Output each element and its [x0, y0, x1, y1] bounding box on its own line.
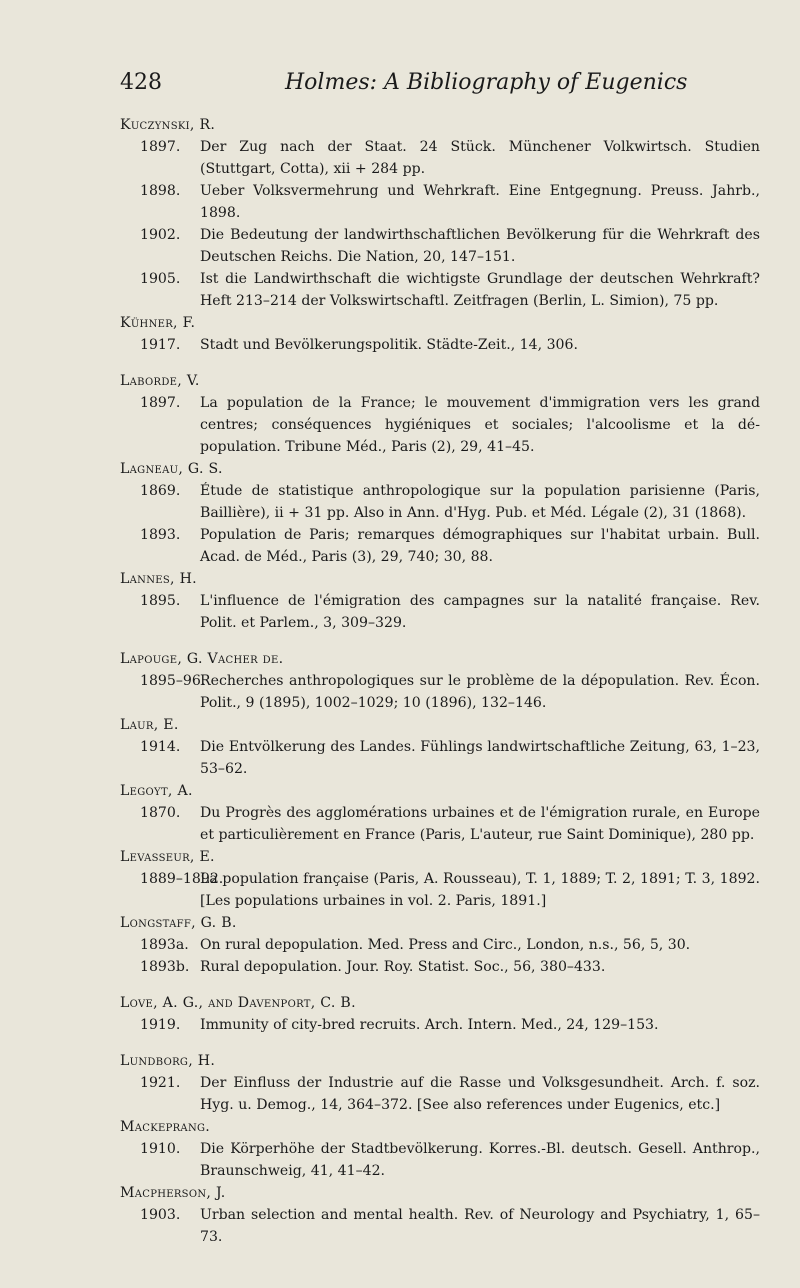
- bibliography-entry: [120, 912, 760, 978]
- work-year: 1869.: [140, 483, 181, 499]
- work-citation: Ueber Volksvermehrung und Wehrkraft. Eine Entgegnung. Preuss. Jahrb., 1898.: [200, 183, 760, 221]
- bibliography-entry: [120, 370, 760, 458]
- entry-author: Lannes, H.: [120, 571, 197, 587]
- work-citation: Du Progrès des agglomérations urbaines et de l'émigration rurale, en Europe et particulièrement en France (Paris, L'auteur, rue Saint Dominique), 280 pp.: [200, 805, 760, 843]
- work-item: [120, 136, 760, 180]
- entry-author: Laur, E.: [120, 717, 179, 733]
- work-year: 1893b.: [140, 959, 190, 975]
- bibliography-entry: [120, 846, 760, 912]
- work-year: 1895.: [140, 593, 181, 609]
- work-item: [120, 934, 760, 956]
- work-item: [120, 1014, 760, 1036]
- work-year: 1870.: [140, 805, 181, 821]
- work-item: [120, 480, 760, 524]
- entry-author: Love, A. G., and Davenport, C. B.: [120, 995, 356, 1011]
- work-item: [120, 334, 760, 356]
- work-year: 1893a.: [140, 937, 189, 953]
- work-item: [120, 736, 760, 780]
- work-citation: Der Einfluss der Industrie auf die Rasse und Volksgesundheit. Arch. f. soz. Hyg. u. Demog., 14, 364–372. [See also references under Eugenics, etc.]: [200, 1075, 760, 1113]
- work-item: [120, 224, 760, 268]
- bibliography-entry: [120, 458, 760, 568]
- work-item: [120, 670, 760, 714]
- work-citation: Stadt und Bevölkerungspolitik. Städte-Zeit., 14, 306.: [200, 337, 578, 353]
- bibliography-entry: [120, 568, 760, 634]
- work-year: 1905.: [140, 271, 181, 287]
- work-citation: Die Körperhöhe der Stadtbevölkerung. Korres.-Bl. deutsch. Gesell. Anthrop., Braunschweig, 41, 41–42.: [200, 1141, 760, 1179]
- work-year: 1921.: [140, 1075, 181, 1091]
- bibliography-entry: [120, 780, 760, 846]
- work-year: 1897.: [140, 395, 181, 411]
- work-item: [120, 1072, 760, 1116]
- bibliography-entry: [120, 992, 760, 1036]
- bibliography-list: [120, 114, 760, 1248]
- work-year: 1897.: [140, 139, 181, 155]
- work-year: 1902.: [140, 227, 181, 243]
- work-year: 1895–96.: [140, 673, 206, 689]
- entry-author: Legoyt, A.: [120, 783, 193, 799]
- running-title: Holmes: A Bibliography of Eugenics: [285, 70, 688, 95]
- work-citation: La population de la France; le mouvement d'immigration vers les grand centres; conséquences hygiéniques et sociales; l'alcoolisme et la dé-population. Tribune Méd., Paris (2), 29, 41–45.: [200, 395, 760, 455]
- work-year: 1917.: [140, 337, 181, 353]
- work-year: 1898.: [140, 183, 181, 199]
- work-citation: Ist die Landwirthschaft die wichtigste Grundlage der deutschen Wehrkraft? Heft 213–214 der Volkswirtschaftl. Zeitfragen (Berlin, L. Simion), 75 pp.: [200, 271, 760, 309]
- bibliography-entry: [120, 114, 760, 312]
- bibliography-entry: [120, 714, 760, 780]
- work-citation: On rural depopulation. Med. Press and Circ., London, n.s., 56, 5, 30.: [200, 937, 691, 953]
- work-citation: Recherches anthropologiques sur le problème de la dépopulation. Rev. Écon. Polit., 9 (1895), 1002–1029; 10 (1896), 132–146.: [200, 673, 760, 711]
- page-number: 428: [120, 70, 162, 95]
- bibliography-entry: [120, 1182, 760, 1248]
- work-citation: La population française (Paris, A. Rousseau), T. 1, 1889; T. 2, 1891; T. 3, 1892. [Les populations urbaines in vol. 2. Paris, 1891.]: [200, 871, 760, 909]
- work-item: [120, 180, 760, 224]
- work-item: [120, 524, 760, 568]
- entry-author: Kuczynski, R.: [120, 117, 216, 133]
- work-citation: Der Zug nach der Staat. 24 Stück. Münchener Volkwirtsch. Studien (Stuttgart, Cotta), xii + 284 pp.: [200, 139, 760, 177]
- work-citation: Urban selection and mental health. Rev. of Neurology and Psychiatry, 1, 65–73.: [200, 1207, 760, 1245]
- work-item: [120, 590, 760, 634]
- work-year: 1914.: [140, 739, 181, 755]
- work-year: 1919.: [140, 1017, 181, 1033]
- work-citation: Population de Paris; remarques démographiques sur l'habitat urbain. Bull. Acad. de Méd., Paris (3), 29, 740; 30, 88.: [200, 527, 760, 565]
- work-item: [120, 956, 760, 978]
- work-item: [120, 1204, 760, 1248]
- work-citation: Rural depopulation. Jour. Roy. Statist. Soc., 56, 380–433.: [200, 959, 606, 975]
- bibliography-entry: [120, 648, 760, 714]
- entry-author: Lapouge, G. Vacher de.: [120, 651, 284, 667]
- work-year: 1903.: [140, 1207, 181, 1223]
- work-citation: Die Entvölkerung des Landes. Fühlings landwirtschaftliche Zeitung, 63, 1–23, 53–62.: [200, 739, 760, 777]
- work-year: 1910.: [140, 1141, 181, 1157]
- work-item: [120, 392, 760, 458]
- work-citation: Immunity of city-bred recruits. Arch. Intern. Med., 24, 129–153.: [200, 1017, 659, 1033]
- work-citation: Die Bedeutung der landwirthschaftlichen Bevölkerung für die Wehrkraft des Deutschen Reichs. Die Nation, 20, 147–151.: [200, 227, 760, 265]
- bibliography-entry: [120, 312, 760, 356]
- entry-author: Levasseur, E.: [120, 849, 215, 865]
- work-year: 1889–1892.: [140, 871, 224, 887]
- work-item: [120, 1138, 760, 1182]
- page-header: [120, 70, 760, 100]
- entry-author: Macpherson, J.: [120, 1185, 226, 1201]
- work-year: 1893.: [140, 527, 181, 543]
- work-citation: Étude de statistique anthropologique sur la population parisienne (Paris, Baillière), ii + 31 pp. Also in Ann. d'Hyg. Pub. et Méd. Légale (2), 31 (1868).: [200, 483, 760, 521]
- work-citation: L'influence de l'émigration des campagnes sur la natalité française. Rev. Polit. et Parlem., 3, 309–329.: [200, 593, 760, 631]
- work-item: [120, 268, 760, 312]
- entry-author: Lundborg, H.: [120, 1053, 216, 1069]
- bibliography-entry: [120, 1116, 760, 1182]
- work-item: [120, 868, 760, 912]
- entry-author: Longstaff, G. B.: [120, 915, 237, 931]
- bibliography-entry: [120, 1050, 760, 1116]
- work-item: [120, 802, 760, 846]
- entry-author: Laborde, V.: [120, 373, 200, 389]
- entry-author: Mackeprang.: [120, 1119, 211, 1135]
- entry-author: Kühner, F.: [120, 315, 196, 331]
- entry-author: Lagneau, G. S.: [120, 461, 223, 477]
